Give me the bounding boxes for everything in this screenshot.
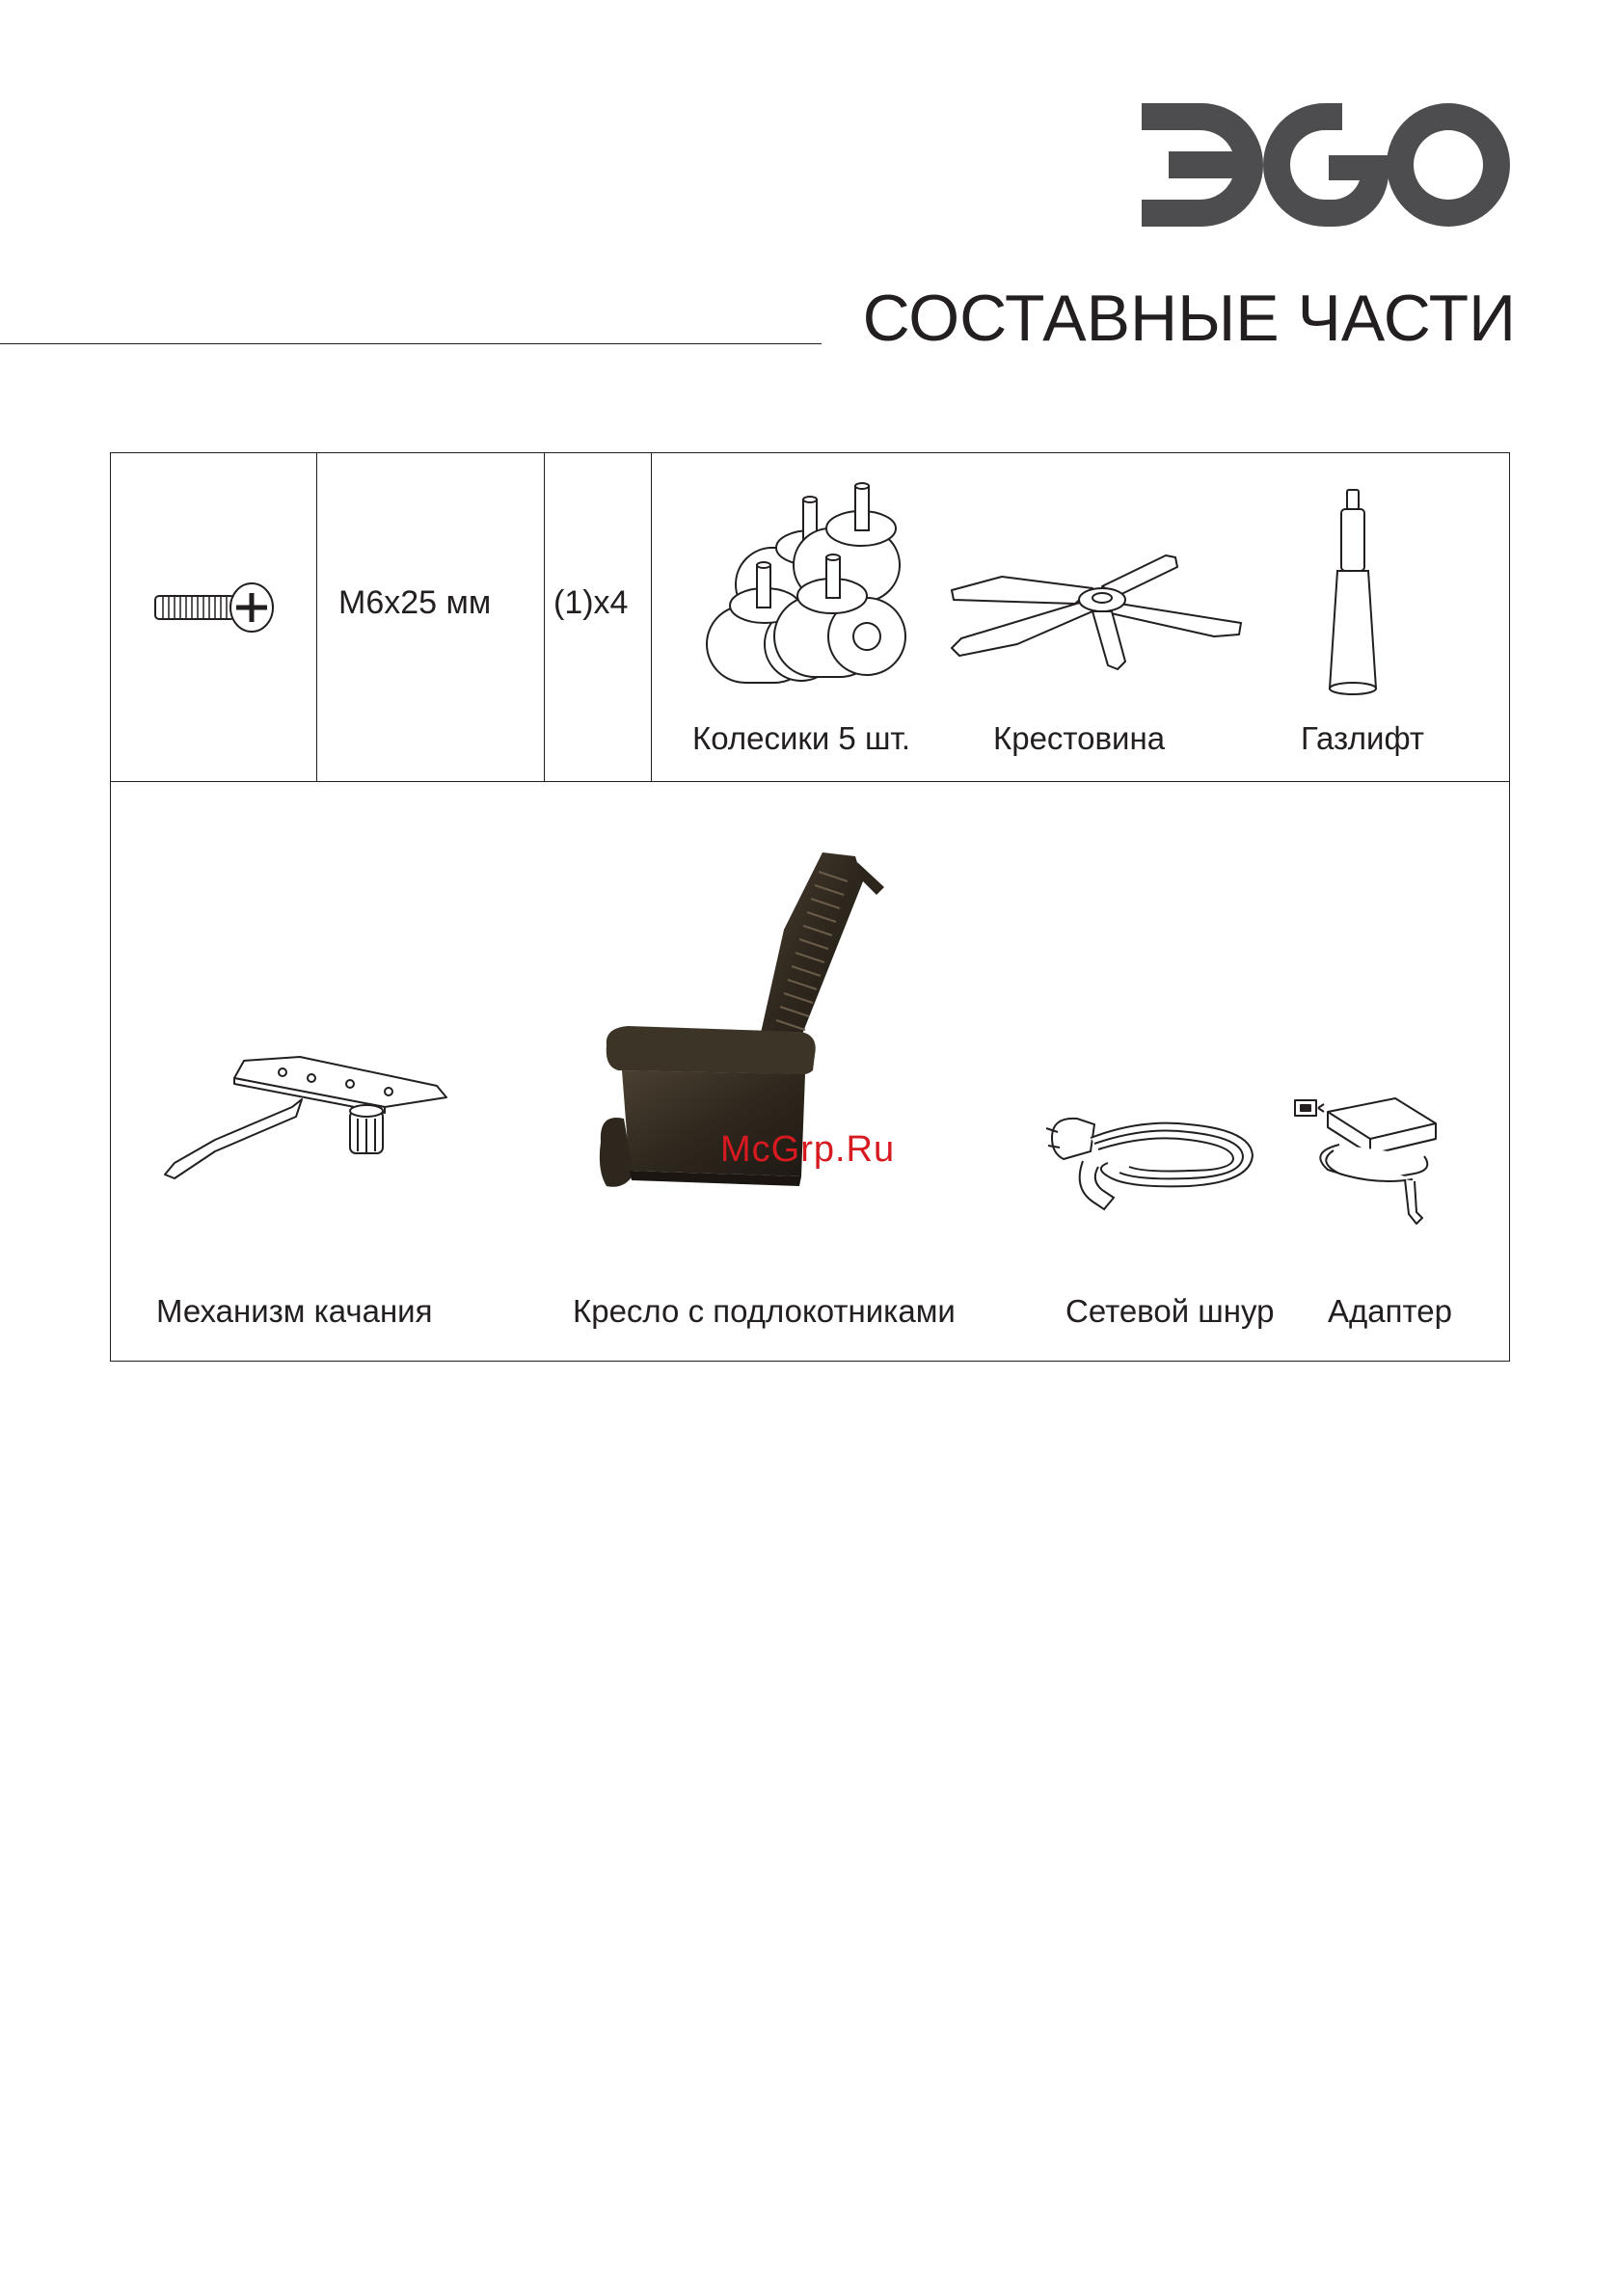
adapter-icon xyxy=(1289,1094,1443,1229)
power-cord-label: Сетевой шнур xyxy=(1065,1293,1275,1329)
screw-icon xyxy=(153,582,277,633)
column-divider xyxy=(544,453,545,781)
gas-lift-icon xyxy=(1318,482,1395,704)
title-underline xyxy=(0,343,822,344)
power-cord-icon xyxy=(1044,1109,1266,1215)
casters-icon xyxy=(697,480,919,694)
column-divider xyxy=(651,453,652,781)
adapter-label: Адаптер xyxy=(1328,1293,1452,1329)
star-base-label: Крестовина xyxy=(993,720,1166,756)
tilt-mechanism-label: Механизм качания xyxy=(156,1293,433,1329)
page-title: СОСТАВНЫЕ ЧАСТИ xyxy=(862,282,1516,355)
screw-quantity: (1)x4 xyxy=(553,584,629,621)
star-base-icon xyxy=(948,548,1247,673)
parts-table xyxy=(110,452,1510,1362)
row-divider xyxy=(111,781,1509,782)
tilt-mechanism-icon xyxy=(157,1051,464,1186)
column-divider xyxy=(316,453,317,781)
watermark: McGrp.Ru xyxy=(720,1129,896,1170)
gas-lift-label: Газлифт xyxy=(1301,720,1424,756)
brand-logo xyxy=(1142,103,1510,227)
casters-label: Колесики 5 шт. xyxy=(692,720,911,756)
screw-size: M6x25 мм xyxy=(338,584,492,621)
armchair-label: Кресло с подлокотниками xyxy=(573,1293,956,1329)
